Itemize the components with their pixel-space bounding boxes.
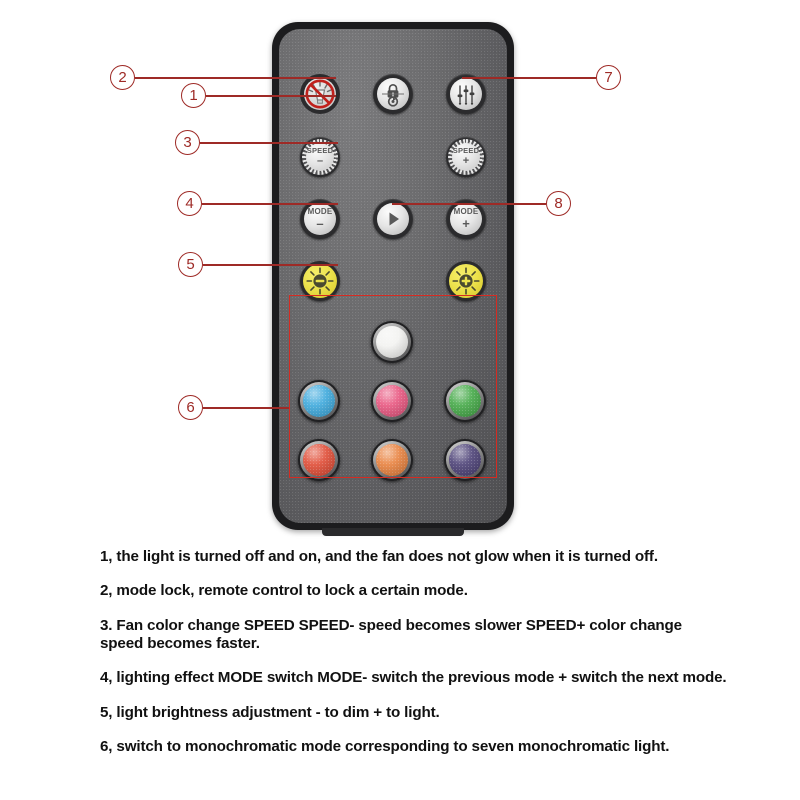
color-blue-cap [303, 385, 335, 417]
light-off-button-cap [304, 78, 336, 110]
mode-plus-button[interactable] [446, 199, 486, 239]
callout-2-leader-line [135, 77, 336, 79]
mode-lock-button-cap [377, 78, 409, 110]
callout-7-leader-line [462, 77, 596, 79]
callout-7[interactable]: 7 [596, 65, 621, 90]
brightness-up-icon [450, 265, 482, 297]
callout-5-leader-line [203, 264, 338, 266]
mode-minus-label: MODE [307, 207, 333, 216]
callout-6[interactable]: 6 [178, 395, 203, 420]
speed-minus-label: SPEED [306, 146, 334, 156]
callout-2[interactable]: 2 [110, 65, 135, 90]
sliders-icon [451, 79, 481, 109]
mode-minus-button-cap [304, 203, 336, 235]
light-off-button[interactable] [300, 74, 340, 114]
brightness-down-button[interactable] [300, 261, 340, 301]
mode-plus-button-cap [450, 203, 482, 235]
remote-control-body [272, 22, 514, 530]
color-purple-cap [449, 444, 481, 476]
color-button-pink[interactable] [371, 380, 413, 422]
callout-4-leader-line [202, 203, 338, 205]
color-button-white[interactable] [371, 321, 413, 363]
mode-minus-button[interactable] [300, 199, 340, 239]
callout-5[interactable]: 5 [178, 252, 203, 277]
brightness-up-button[interactable] [446, 261, 486, 301]
caption-item-1: 1, the light is turned off and on, and the fan does not glow when it is turned off. [100, 548, 658, 565]
mode-minus-symbol: – [316, 216, 324, 231]
color-green-cap [449, 385, 481, 417]
remote-stand-foot [322, 528, 464, 536]
speed-plus-button[interactable] [446, 137, 486, 177]
color-button-red[interactable] [298, 439, 340, 481]
play-button[interactable] [373, 199, 413, 239]
brightness-down-button-cap [303, 264, 337, 298]
brightness-down-icon [304, 265, 336, 297]
color-white-cap [376, 326, 408, 358]
light-off-icon [304, 78, 336, 110]
speed-minus-symbol: – [316, 154, 324, 167]
color-pink-cap [376, 385, 408, 417]
sliders-button[interactable] [446, 74, 486, 114]
color-orange-cap [376, 444, 408, 476]
caption-item-4: 4, lighting effect MODE switch MODE- switch the previous mode + switch the next mode. [100, 669, 727, 687]
play-button-cap [377, 203, 409, 235]
speed-minus-button-cap [306, 143, 334, 171]
caption-list [100, 548, 728, 756]
color-button-blue[interactable] [298, 380, 340, 422]
sliders-button-cap [450, 78, 482, 110]
caption-item-6: 6, switch to monochromatic mode corresponding to seven monochromatic light. [100, 738, 670, 756]
speed-plus-button-cap [452, 143, 480, 171]
speed-plus-label: SPEED [452, 146, 480, 156]
color-button-orange[interactable] [371, 439, 413, 481]
play-icon [382, 208, 404, 230]
speed-plus-symbol: + [462, 154, 470, 167]
callout-3-leader-line [200, 142, 338, 144]
lock-unlock-icon [378, 79, 408, 109]
color-button-green[interactable] [444, 380, 486, 422]
color-button-purple[interactable] [444, 439, 486, 481]
callout-1-leader-line [206, 95, 336, 97]
callout-6-leader-line [203, 407, 290, 409]
callout-3[interactable]: 3 [175, 130, 200, 155]
color-red-cap [303, 444, 335, 476]
callout-8-leader-line [392, 203, 546, 205]
mode-lock-button[interactable] [373, 74, 413, 114]
callout-1[interactable]: 1 [181, 83, 206, 108]
mode-plus-symbol: + [462, 216, 470, 231]
callout-8[interactable]: 8 [546, 191, 571, 216]
mode-plus-label: MODE [453, 207, 479, 216]
caption-item-2: 2, mode lock, remote control to lock a certain mode. [100, 582, 468, 600]
brightness-up-button-cap [449, 264, 483, 298]
callout-4[interactable]: 4 [177, 191, 202, 216]
caption-item-5: 5, light brightness adjustment - to dim + to light. [100, 703, 440, 721]
caption-item-3: 3. Fan color change SPEED SPEED- speed becomes slower SPEED+ color change speed becomes faster. [100, 616, 682, 652]
